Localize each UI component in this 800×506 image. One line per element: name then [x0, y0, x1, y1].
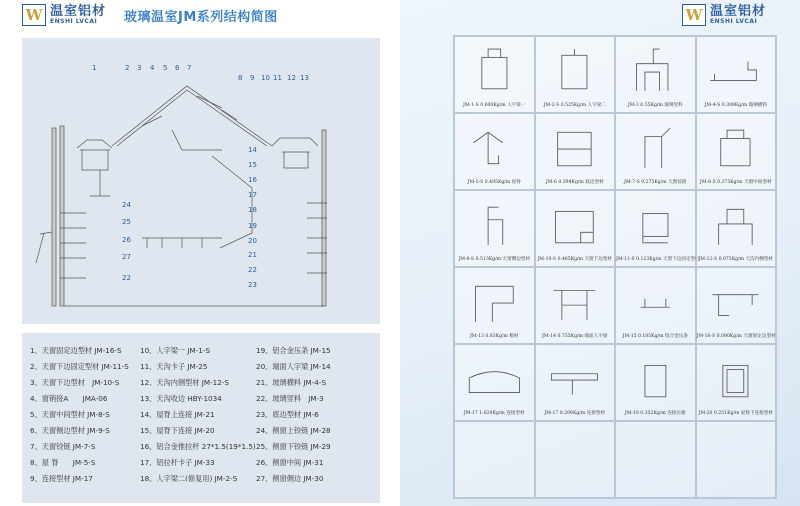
legend-item: 20、端面人字梁 JM-14 — [256, 362, 331, 371]
profile-drawing — [543, 120, 606, 176]
profile-drawing — [704, 197, 767, 253]
profile-cell — [615, 36, 696, 113]
profile-caption: JM-16-S 0.090Kg/m 天窗固定边型材 — [696, 334, 776, 339]
profile-cell — [696, 113, 777, 190]
callout-15: 15 — [248, 161, 257, 169]
profile-caption: JM-9-S 0.513Kg/m 天窗侧边型材 — [458, 257, 531, 262]
legend-item: 3、天窗下边型材 JM-10-S — [30, 378, 120, 387]
legend-item: 13、天沟收边 HBY-1034 — [140, 394, 222, 403]
callout-16: 16 — [248, 176, 257, 184]
legend-item: 12、天沟内侧型材 JM-12-S — [140, 378, 229, 387]
legend-item: 10、人字梁一 JM-1-S — [140, 346, 211, 355]
legend-item: 11、天沟卡子 JM-25 — [140, 362, 208, 371]
brand-logo-right — [682, 4, 766, 26]
profile-drawing — [543, 43, 606, 99]
profile-caption: JM-10-S 0.465Kg/m 天窗下边型材 — [537, 257, 613, 262]
legend-item: 2、天窗下边固定型材 JM-11-S — [30, 362, 129, 371]
callout-2: 2 — [125, 64, 130, 72]
legend-item: 14、屋脊上连接 JM-21 — [140, 410, 215, 419]
legend-item: 9、连接型材 JM-17 — [30, 474, 93, 483]
legend-item: 25、侧窗下铰链 JM-29 — [256, 442, 331, 451]
brand-name-cn: 温室铝材 — [50, 4, 107, 19]
structure-drawing-panel — [22, 38, 380, 324]
profile-cell — [696, 344, 777, 421]
profile-caption: JM-13 0.83Kg/m 檐材 — [469, 334, 519, 339]
profile-cell — [615, 113, 696, 190]
callout-25: 25 — [122, 218, 131, 226]
page-title: 玻璃温室JM系列结构简图 — [124, 10, 278, 25]
legend-item: 23、底边型材 JM-6 — [256, 410, 319, 419]
greenhouse-structure-diagram — [22, 38, 380, 324]
legend-item: 15、屋脊下连接 JM-20 — [140, 426, 215, 435]
profile-drawing — [624, 351, 687, 407]
profile-drawing — [624, 274, 687, 330]
legend-column-1 — [30, 343, 129, 487]
legend-item: 27、侧窗侧边 JM-30 — [256, 474, 324, 483]
callout-4: 4 — [150, 64, 155, 72]
profile-catalog-grid — [453, 35, 777, 499]
legend-item: 8、屋 脊 JM-5-S — [30, 458, 96, 467]
profile-drawing — [543, 274, 606, 330]
profile-caption: JM-11-S 0.123Kg/m 天窗下边固定型材 — [616, 257, 700, 262]
profile-drawing — [463, 120, 526, 176]
callout-9: 9 — [250, 74, 255, 82]
profile-cell — [454, 36, 535, 113]
logo-mark: W — [682, 4, 706, 26]
profile-caption: JM-17 1.629Kg/m 连接型材 — [463, 411, 525, 416]
legend-item: 7、天窗铰链 JM-7-S — [30, 442, 96, 451]
callout-8: 8 — [238, 74, 243, 82]
legend-item: 16、铝合金推拉杆 27*1.5(19*1.5) — [140, 442, 256, 451]
brand-name-en: ENSHI LVCAI — [710, 18, 758, 25]
profile-cell — [615, 344, 696, 421]
callout-27: 27 — [122, 253, 131, 261]
profile-caption: JM-17 0.299Kg/m 连接型材 — [544, 411, 606, 416]
profile-drawing — [543, 197, 606, 253]
profile-drawing — [704, 120, 767, 176]
profile-drawing — [624, 120, 687, 176]
legend-item: 18、人字梁二(修复用) JM-2-S — [140, 474, 238, 483]
legend-item: 4、窗销接A JMA-06 — [30, 394, 108, 403]
profile-cell — [615, 190, 700, 267]
callout-10: 10 — [261, 74, 270, 82]
profile-drawing — [463, 274, 526, 330]
callout-26: 26 — [122, 236, 131, 244]
legend-column-2 — [140, 343, 256, 487]
legend-item: 1、天窗固定边型材 JM-16-S — [30, 346, 122, 355]
profile-caption: JM-12-S 0.975Kg/m 天沟内侧型材 — [698, 257, 774, 262]
profile-caption: JM-3 0.55Kg/m 玻璃竖料 — [627, 103, 683, 108]
callout-7: 7 — [187, 64, 192, 72]
legend-item: 24、侧窗上铰链 JM-28 — [256, 426, 331, 435]
logo-mark: W — [22, 4, 46, 26]
callout-14: 14 — [248, 146, 257, 154]
profile-drawing — [704, 274, 767, 330]
profile-caption: JM-1-S 0.600Kg/m 人字梁一 — [463, 103, 526, 108]
callout-11: 11 — [273, 74, 282, 82]
callout-20: 20 — [248, 237, 257, 245]
profile-caption: JM-5-S 0.495Kg/m 屋脊 — [467, 180, 521, 185]
legend-item: 6、天窗侧边型材 JM-9-S — [30, 426, 110, 435]
callout-22: 22 — [248, 266, 257, 274]
profile-cell — [615, 267, 696, 344]
callout-22-left: 22 — [122, 274, 131, 282]
profile-caption: JM-8-S 0.375Kg/m 天窗中间型材 — [699, 180, 772, 185]
callout-23: 23 — [248, 281, 257, 289]
profile-cell — [535, 190, 616, 267]
legend-column-3 — [256, 343, 331, 487]
profile-caption: JM-6 0.394Kg/m 底边型材 — [545, 180, 604, 185]
profile-cell-empty — [535, 421, 616, 498]
profile-cell — [454, 113, 535, 190]
profile-cell — [535, 36, 616, 113]
callout-21: 21 — [248, 251, 257, 259]
profile-caption: JM-15 0.105Kg/m 铝合金压条 — [622, 334, 688, 339]
callout-12: 12 — [287, 74, 296, 82]
profile-caption: JM-14 0.755Kg/m 端面人字梁 — [542, 334, 608, 339]
profile-cell — [454, 267, 535, 344]
legend-item: 17、铝拉杆卡子 JM-33 — [140, 458, 215, 467]
profile-caption: JM-4-S 0.309Kg/m 玻璃横料 — [704, 103, 767, 108]
brand-name-en: ENSHI LVCAI — [50, 18, 98, 25]
legend-item: 21、玻璃横料 JM-4-S — [256, 378, 327, 387]
profile-drawing — [624, 197, 687, 253]
callout-24: 24 — [122, 201, 131, 209]
profile-cell — [454, 344, 535, 421]
brand-name-cn: 温室铝材 — [710, 4, 767, 19]
profile-drawing — [463, 197, 526, 253]
profile-cell — [696, 190, 777, 267]
profile-drawing — [463, 351, 526, 407]
profile-drawing — [463, 43, 526, 99]
profile-cell — [535, 113, 616, 190]
profile-cell — [696, 36, 777, 113]
profile-drawing — [543, 351, 606, 407]
callout-18: 18 — [248, 206, 257, 214]
callout-1: 1 — [92, 64, 97, 72]
profile-cell-empty — [454, 421, 535, 498]
profile-caption: JM-7-S 0.275Kg/m 天窗铰链 — [624, 180, 687, 185]
profile-cell — [454, 190, 535, 267]
callout-17: 17 — [248, 191, 257, 199]
callout-3: 3 — [137, 64, 142, 72]
profile-caption: JM-20 0.251Kg/m 屋脊下连接型材 — [698, 411, 773, 416]
profile-cell — [535, 344, 616, 421]
parts-legend-panel — [22, 333, 380, 503]
profile-cell-empty — [696, 421, 777, 498]
legend-item: 19、铝合金压条 JM-15 — [256, 346, 331, 355]
brand-logo — [22, 4, 106, 26]
profile-drawing — [704, 43, 767, 99]
profile-drawing — [624, 43, 687, 99]
profile-cell-empty — [615, 421, 696, 498]
profile-caption: JM-2-S 0.525Kg/m 人字梁二 — [543, 103, 606, 108]
profile-caption: JM-19 0.352Kg/m 连接压板 — [624, 411, 686, 416]
callout-19: 19 — [248, 222, 257, 230]
legend-item: 26、侧窗中间 JM-31 — [256, 458, 324, 467]
profile-drawing — [704, 351, 767, 407]
legend-item: 22、玻璃竖料 JM-3 — [256, 394, 324, 403]
profile-cell — [535, 267, 616, 344]
callout-13: 13 — [300, 74, 309, 82]
legend-item: 5、天窗中间型材 JM-8-S — [30, 410, 110, 419]
callout-6: 6 — [175, 64, 180, 72]
profile-cell — [696, 267, 777, 344]
callout-5: 5 — [163, 64, 168, 72]
